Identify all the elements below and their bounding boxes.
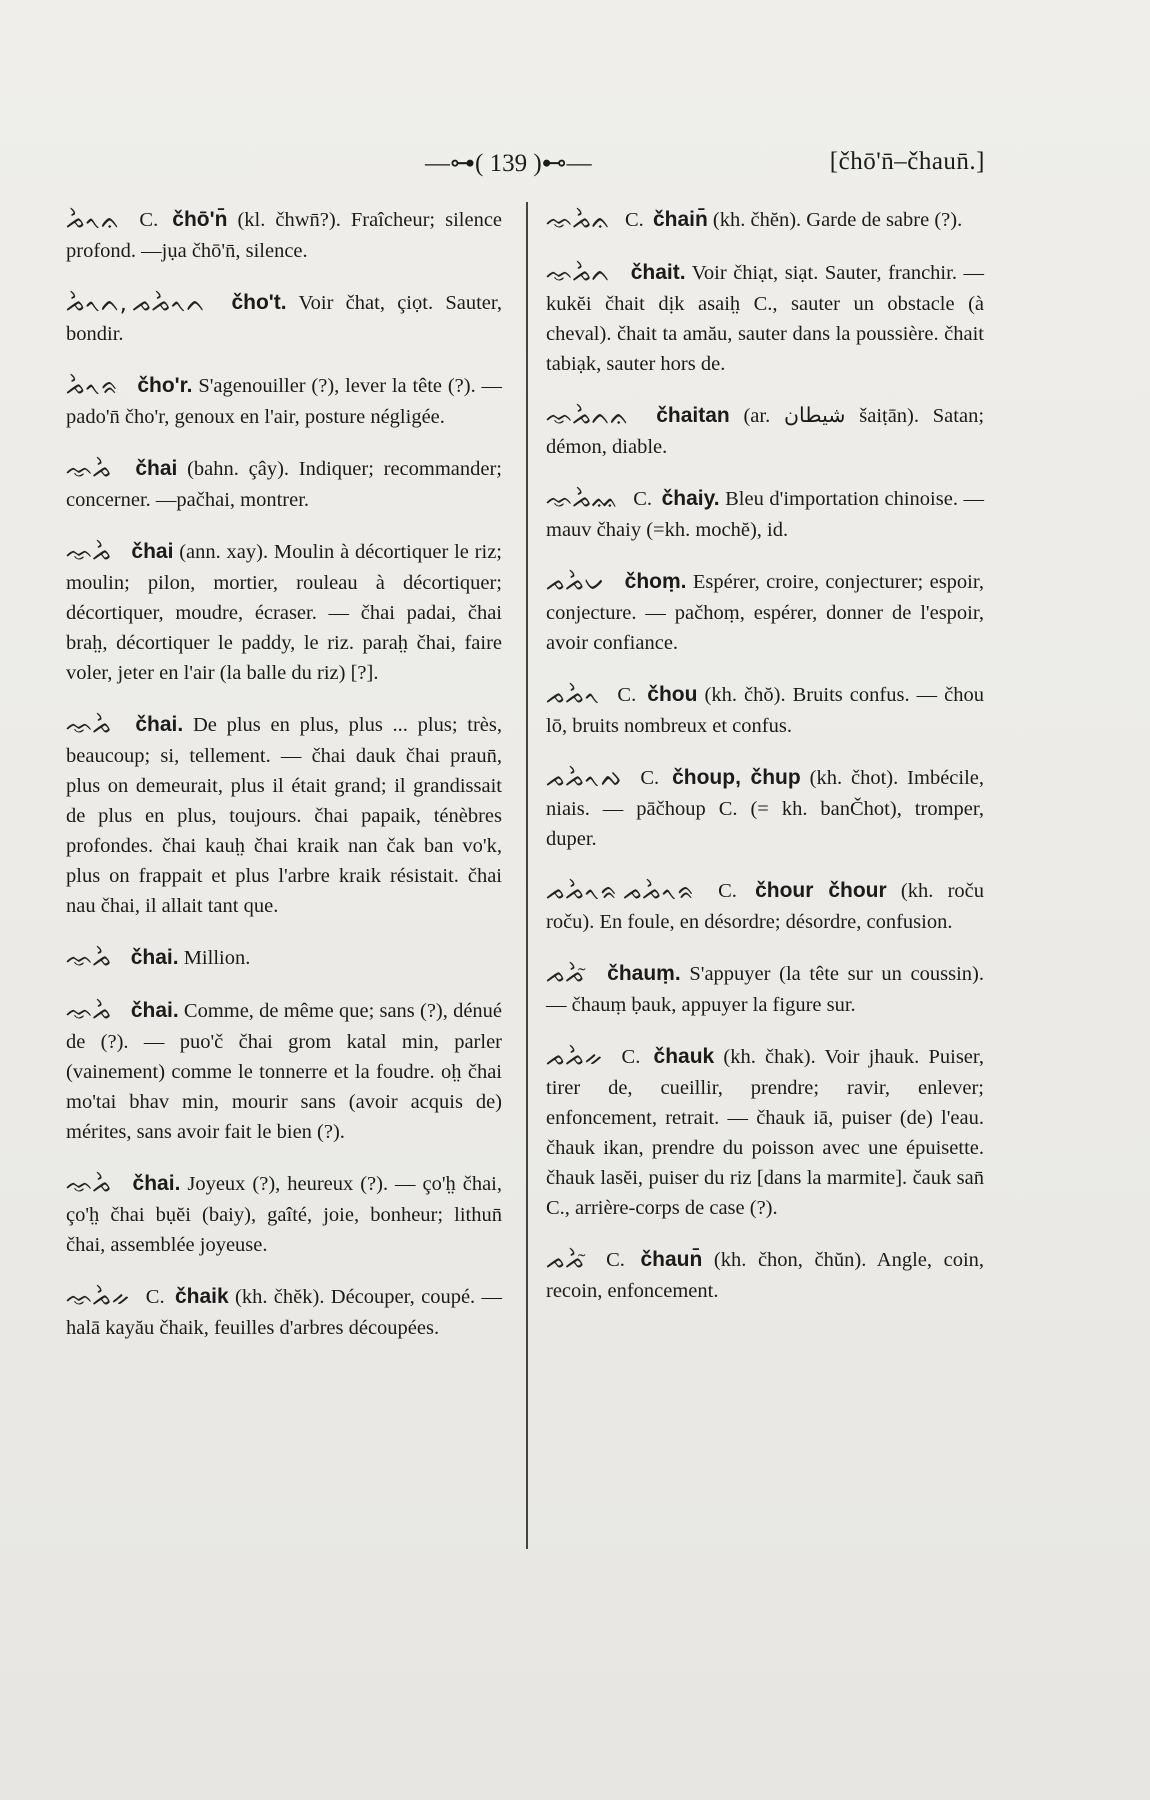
dictionary-entry bbox=[66, 943, 502, 974]
cham-script: ᨍᨍᨛ̃ bbox=[546, 1248, 585, 1274]
dictionary-entry bbox=[546, 484, 984, 545]
dictionary-entry bbox=[546, 401, 984, 462]
headword: čhaiy. bbox=[661, 487, 720, 510]
dictionary-entry bbox=[546, 876, 984, 937]
column-divider bbox=[526, 202, 528, 1549]
definition: Joyeux (?), heureux (?). — ço'h̤ čhai, ço'h̤ čhai bụĕi (baiy), gaîté, joie, bonheur; lithun̄ čhai, assemblée joyeuse. bbox=[66, 1173, 502, 1256]
source-marker: C. bbox=[633, 488, 653, 510]
source-marker: C. bbox=[606, 1249, 625, 1271]
headword: čhait. bbox=[630, 261, 686, 284]
cham-script: ᨎᨍᨛᨐ bbox=[546, 487, 618, 513]
definition: S'appuyer (la tête sur un coussin). — čhauṃ ḅauk, appuyer la figure sur. bbox=[546, 963, 985, 1016]
definition: (kh. čhŏ). Bruits confus. — čhou lō, bruits nombreux et confus. bbox=[546, 684, 985, 737]
headword: čhai. bbox=[135, 713, 184, 736]
source-marker: C. bbox=[625, 209, 644, 231]
dictionary-entry bbox=[546, 1245, 984, 1306]
right-column bbox=[546, 205, 984, 1328]
definition: Voir čhat, çiọt. Sauter, bondir. bbox=[66, 292, 503, 345]
cham-script: ᨎᨍᨛᨀ bbox=[66, 1285, 130, 1311]
headword: čhain̄ bbox=[652, 208, 708, 231]
dictionary-entry bbox=[66, 537, 502, 688]
dictionary-entry bbox=[546, 763, 984, 854]
definition: Espérer, croire, conjecturer; espoir, conjecture. — pačhoṃ, espérer, donner de l'espoir, avoir confiance. bbox=[546, 571, 985, 654]
definition: (ann. xay). Moulin à décortiquer le riz; moulin; pilon, mortier, rouleau à décortiquer; décortiquer, moudre, écraser. — čhai padai, čhai brah̤, décortiquer le paddy, le riz. parah̤ čhai, faire voler, jeter en l'air (la balle du riz) [?]. bbox=[66, 541, 502, 684]
dictionary-entry bbox=[66, 371, 502, 432]
source-marker: C. bbox=[145, 1286, 165, 1308]
definition: De plus en plus, plus ... plus; très, beaucoup; si, tellement. — čhai dauk čhai praun̄, plus on demeurait, plus il était grand; il grandissait de plus en plus, toujours. čhai papaik, ténèbres profondes. čhai kauh̤ čhai kraik nan čak ban vo'k, plus on frappait et plus l'arbre kraik résistait. čhai nau čhai, il allait tant que. bbox=[66, 714, 503, 917]
definition: (ar. شيطان šaiṭān). Satan; démon, diable. bbox=[546, 405, 985, 458]
cham-script: ᨍᨍᨛᨆ bbox=[546, 570, 605, 596]
dictionary-entry bbox=[66, 1169, 502, 1260]
headword: čhai. bbox=[130, 999, 179, 1022]
source-marker: C. bbox=[640, 767, 660, 789]
cham-script: ᨍᨍᨛᨚᨑ ᨍᨍᨛᨚᨑ bbox=[546, 879, 694, 905]
cham-script: ᨎᨍᨛ bbox=[66, 540, 112, 566]
dictionary-entry bbox=[66, 996, 502, 1147]
cham-script: ᨍᨛᨚᨈ, ᨍᨍᨛᨚᨈ bbox=[66, 291, 206, 317]
dictionary-entry bbox=[546, 258, 984, 379]
definition: Voir čhiạt, siạt. Sauter, franchir. — kukĕi čhait dịk asaih̤ C., sauter un obstacle (à cheval). čhait ta amău, sauter dans la poussière. čhait tabiạk, sauter hors de. bbox=[546, 262, 984, 375]
dictionary-entry bbox=[66, 454, 502, 515]
definition: Million. bbox=[183, 947, 251, 969]
definition: S'agenouiller (?), lever la tête (?). — pado'n̄ čho'r, genoux en l'air, posture négligée. bbox=[66, 375, 502, 428]
definition: (kl. čhwn̄?). Fraîcheur; silence profond. —jụa čhō'n̄, silence. bbox=[66, 209, 503, 262]
cham-script: ᨎᨍᨛ bbox=[66, 999, 112, 1025]
cham-script: ᨎᨍᨛ bbox=[66, 1172, 112, 1198]
cham-script: ᨎᨍᨛ bbox=[66, 946, 112, 972]
headword: čhaitan bbox=[656, 404, 730, 427]
cham-script: ᨍᨛᨚᨊ bbox=[66, 208, 120, 234]
source-marker: C. bbox=[139, 209, 159, 231]
headword: čhoṃ. bbox=[624, 570, 687, 593]
definition: (bahn. çây). Indiquer; recommander; concerner. —pačhai, montrer. bbox=[66, 458, 503, 511]
dictionary-entry bbox=[546, 567, 984, 658]
dictionary-entry bbox=[546, 959, 984, 1020]
headword: čho'r. bbox=[137, 374, 193, 397]
definition: (kh. čhĕk). Découper, coupé. — halā kayău čhaik, feuilles d'arbres découpées. bbox=[66, 1286, 503, 1339]
dictionary-entry bbox=[546, 680, 984, 741]
definition: (kh. čhon, čhŭn). Angle, coin, recoin, enfoncement. bbox=[546, 1249, 985, 1302]
headword: čhaun̄ bbox=[640, 1248, 703, 1271]
dictionary-entry bbox=[546, 1042, 984, 1223]
cham-script: ᨎᨍᨛᨊ bbox=[546, 208, 610, 234]
page-number: ––⊶( 139 )⊷–– bbox=[425, 150, 592, 177]
source-marker: C. bbox=[617, 684, 637, 706]
cham-script: ᨎᨍᨛᨈ bbox=[546, 261, 611, 287]
definition: (kh. čhak). Voir jhauk. Puiser, tirer de, cueillir, prendre; ravir, enlever; enfoncement, retrait. — čhauk iā, puiser (de) l'eau. čhauk ikan, prendre du poisson avec une épuisette. čhauk lasĕi, puiser du riz [dans la marmite]. čauk san̄ C., arrière-corps de case (?). bbox=[546, 1046, 985, 1219]
dictionary-entry bbox=[66, 710, 502, 921]
definition: (kh. roču roču). En foule, en désordre; désordre, confusion. bbox=[546, 880, 984, 933]
headword: čhai bbox=[135, 457, 178, 480]
headword: čhai bbox=[131, 540, 174, 563]
definition: Bleu d'importation chinoise. — mauv čhaiy (=kh. mochĕ), id. bbox=[546, 488, 984, 541]
source-marker: C. bbox=[621, 1046, 641, 1068]
running-head: [čhō'n̄–čhaun̄.] bbox=[829, 148, 985, 175]
headword: čhauṃ. bbox=[607, 962, 681, 985]
headword: čhai. bbox=[130, 946, 179, 969]
definition: (kh. čhot). Imbécile, niais. — pāčhoup C. (= kh. banČhot), tromper, duper. bbox=[546, 767, 985, 850]
cham-script: ᨍᨍᨛᨀ bbox=[546, 1045, 603, 1071]
cham-script: ᨎᨍᨛ bbox=[66, 713, 112, 739]
headword: čhai. bbox=[132, 1172, 181, 1195]
dictionary-entry bbox=[66, 1282, 502, 1343]
definition: (kh. čhĕn). Garde de sabre (?). bbox=[712, 209, 963, 231]
headword: čhauk bbox=[653, 1045, 715, 1068]
headword: čhou bbox=[647, 683, 698, 706]
source-marker: C. bbox=[718, 880, 737, 902]
cham-script: ᨍᨍᨛ̃ bbox=[546, 962, 585, 988]
headword: čhō'n̄ bbox=[172, 208, 228, 231]
dictionary-entry bbox=[66, 205, 502, 266]
cham-script: ᨎᨍᨛᨈᨊ bbox=[546, 404, 629, 430]
page-header bbox=[0, 148, 1150, 188]
cham-script: ᨍᨛᨚᨑ bbox=[66, 374, 118, 400]
definition: Comme, de même que; sans (?), dénué de (?). — puo'č čhai grom katal min, parler (vainement) comme le tonnerre et la foudre. oh̤ čhai mo'tai bhav min, mourir sans (avoir acquis de) mérites, sans avoir fait le bien (?). bbox=[66, 1000, 503, 1143]
headword: čhaik bbox=[174, 1285, 229, 1308]
headword: čhour čhour bbox=[755, 879, 887, 902]
headword: čho't. bbox=[231, 291, 287, 314]
headword: čhoup, čhup bbox=[672, 766, 801, 789]
dictionary-entry bbox=[546, 205, 984, 236]
left-column bbox=[66, 205, 502, 1365]
dictionary-entry bbox=[66, 288, 502, 349]
cham-script: ᨍᨍᨛᨚᨄ bbox=[546, 766, 622, 792]
cham-script: ᨎᨍᨛ bbox=[66, 457, 112, 483]
cham-script: ᨍᨍᨛᨚ bbox=[546, 683, 601, 709]
